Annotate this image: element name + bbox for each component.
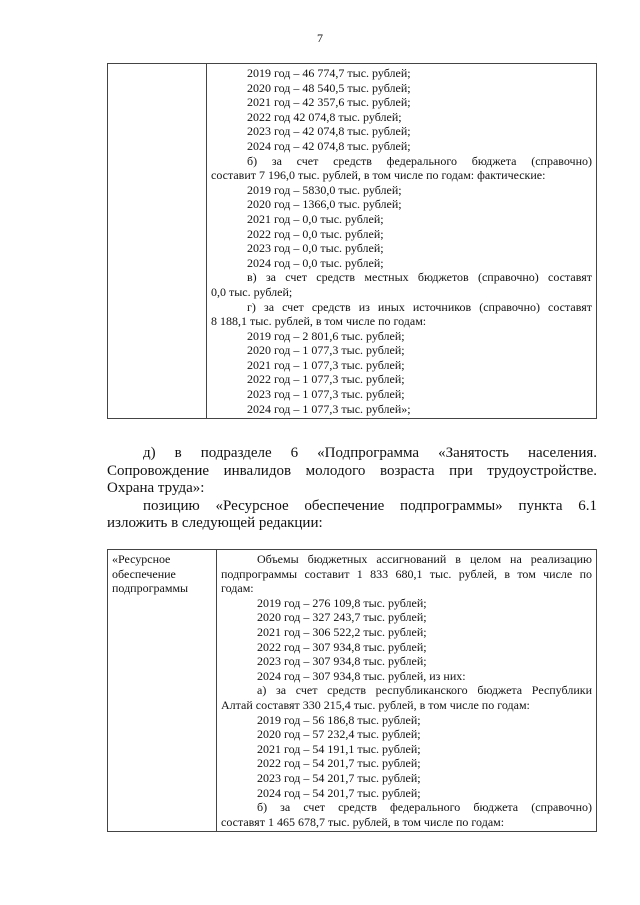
table1-line: 8 188,1 тыс. рублей, в том числе по годам: xyxy=(211,314,427,329)
table1-line: 2019 год – 5830,0 тыс. рублей; xyxy=(247,182,402,197)
table1-line: 2022 год 42 074,8 тыс. рублей; xyxy=(247,109,402,124)
table1-line: 0,0 тыс. рублей; xyxy=(211,284,293,299)
table1-lines xyxy=(211,66,592,416)
resource-provision-table xyxy=(107,549,597,832)
table2-line: годам: xyxy=(221,581,254,596)
table2-line: а) за счет средств республиканского бюджета Республики xyxy=(257,683,592,698)
table1-line: 2021 год – 1 077,3 тыс. рублей; xyxy=(247,357,405,372)
table2-label-line: «Ресурсноe xyxy=(112,552,171,566)
table1-content-cell xyxy=(207,64,597,419)
table2-line: 2021 год – 306 522,2 тыс. рублей; xyxy=(257,624,427,639)
table1-line: 2023 год – 1 077,3 тыс. рублей; xyxy=(247,387,405,402)
table1-line: 2021 год – 0,0 тыс. рублей; xyxy=(247,211,384,226)
table2-line: Объемы бюджетных ассигнований в целом на реализацию xyxy=(257,552,592,566)
table2-label-line: обеспечение xyxy=(112,566,176,581)
table2-line: б) за счет средств федерального бюджета (справочно) xyxy=(257,800,592,815)
paragraph2-line1: позицию «Ресурсное обеспечение подпрограммы» пункта 6.1 xyxy=(143,497,597,514)
table2-line: 2022 год – 54 201,7 тыс. рублей; xyxy=(257,756,421,771)
table2-line: 2024 год – 54 201,7 тыс. рублей; xyxy=(257,785,421,800)
table1-line: 2021 год – 42 357,6 тыс. рублей; xyxy=(247,95,411,110)
paragraph1-line2: Сопровождение инвалидов молодого возраста при трудоустройстве. xyxy=(107,462,597,479)
table1-line: 2023 год – 0,0 тыс. рублей; xyxy=(247,241,384,256)
table1-line: 2022 год – 1 077,3 тыс. рублей; xyxy=(247,372,405,387)
table2-line: составят 1 465 678,7 тыс. рублей, в том числе по годам: xyxy=(221,814,505,829)
table1-line: 2020 год – 48 540,5 тыс. рублей; xyxy=(247,80,411,95)
table1-line: 2024 год – 1 077,3 тыс. рублей»; xyxy=(247,401,411,416)
table1-line: 2024 год – 0,0 тыс. рублей; xyxy=(247,255,384,270)
table2-line: подпрограммы составит 1 833 680,1 тыс. рублей, в том числе по xyxy=(221,566,592,581)
table2-line: 2019 год – 276 109,8 тыс. рублей; xyxy=(257,595,427,610)
table1-line: 2022 год – 0,0 тыс. рублей; xyxy=(247,226,384,241)
table1-line: 2019 год – 46 774,7 тыс. рублей; xyxy=(247,66,411,80)
table2-label-line: подпрограммы xyxy=(112,581,189,596)
table2-line: 2023 год – 307 934,8 тыс. рублей; xyxy=(257,654,427,669)
table1-line: 2019 год – 2 801,6 тыс. рублей; xyxy=(247,328,405,343)
table2-line: Алтай составят 330 215,4 тыс. рублей, в том числе по годам: xyxy=(221,697,530,712)
budget-table-continued xyxy=(107,63,597,419)
table2-line: 2023 год – 54 201,7 тыс. рублей; xyxy=(257,770,421,785)
table1-line: в) за счет средств местных бюджетов (справочно) составят xyxy=(247,270,592,285)
table1-line: б) за счет средств федерального бюджета (справочно) xyxy=(247,153,592,168)
paragraph-subsection-6 xyxy=(107,445,597,533)
page-number: 7 xyxy=(317,31,323,45)
table2-line: 2020 год – 327 243,7 тыс. рублей; xyxy=(257,610,427,625)
table2-line: 2021 год – 54 191,1 тыс. рублей; xyxy=(257,741,421,756)
paragraph1-line1: д) в подразделе 6 «Подпрограмма «Занятость населения. xyxy=(143,445,597,461)
table2-line: 2024 год – 307 934,8 тыс. рублей, из них: xyxy=(257,668,466,683)
table2-content-cell xyxy=(217,550,597,832)
table1-line: 2020 год – 1 077,3 тыс. рублей; xyxy=(247,343,405,358)
table1-line: 2023 год – 42 074,8 тыс. рублей; xyxy=(247,124,411,139)
table1-label-cell xyxy=(108,64,207,419)
paragraph2-line2: изложить в следующей редакции: xyxy=(107,515,323,531)
paragraph1-line3: Охрана труда»: xyxy=(107,480,205,496)
table2-lines xyxy=(221,552,592,829)
table2-line: 2019 год – 56 186,8 тыс. рублей; xyxy=(257,712,421,727)
table2-label-cell xyxy=(108,550,217,832)
table1-line: составит 7 196,0 тыс. рублей, в том числе по годам: фактические: xyxy=(211,168,546,183)
table1-line: 2024 год – 42 074,8 тыс. рублей; xyxy=(247,138,411,153)
table2-line: 2022 год – 307 934,8 тыс. рублей; xyxy=(257,639,427,654)
table1-line: 2020 год – 1366,0 тыс. рублей; xyxy=(247,197,402,212)
table2-line: 2020 год – 57 232,4 тыс. рублей; xyxy=(257,727,421,742)
table1-line: г) за счет средств из иных источников (справочно) составят xyxy=(247,299,592,314)
